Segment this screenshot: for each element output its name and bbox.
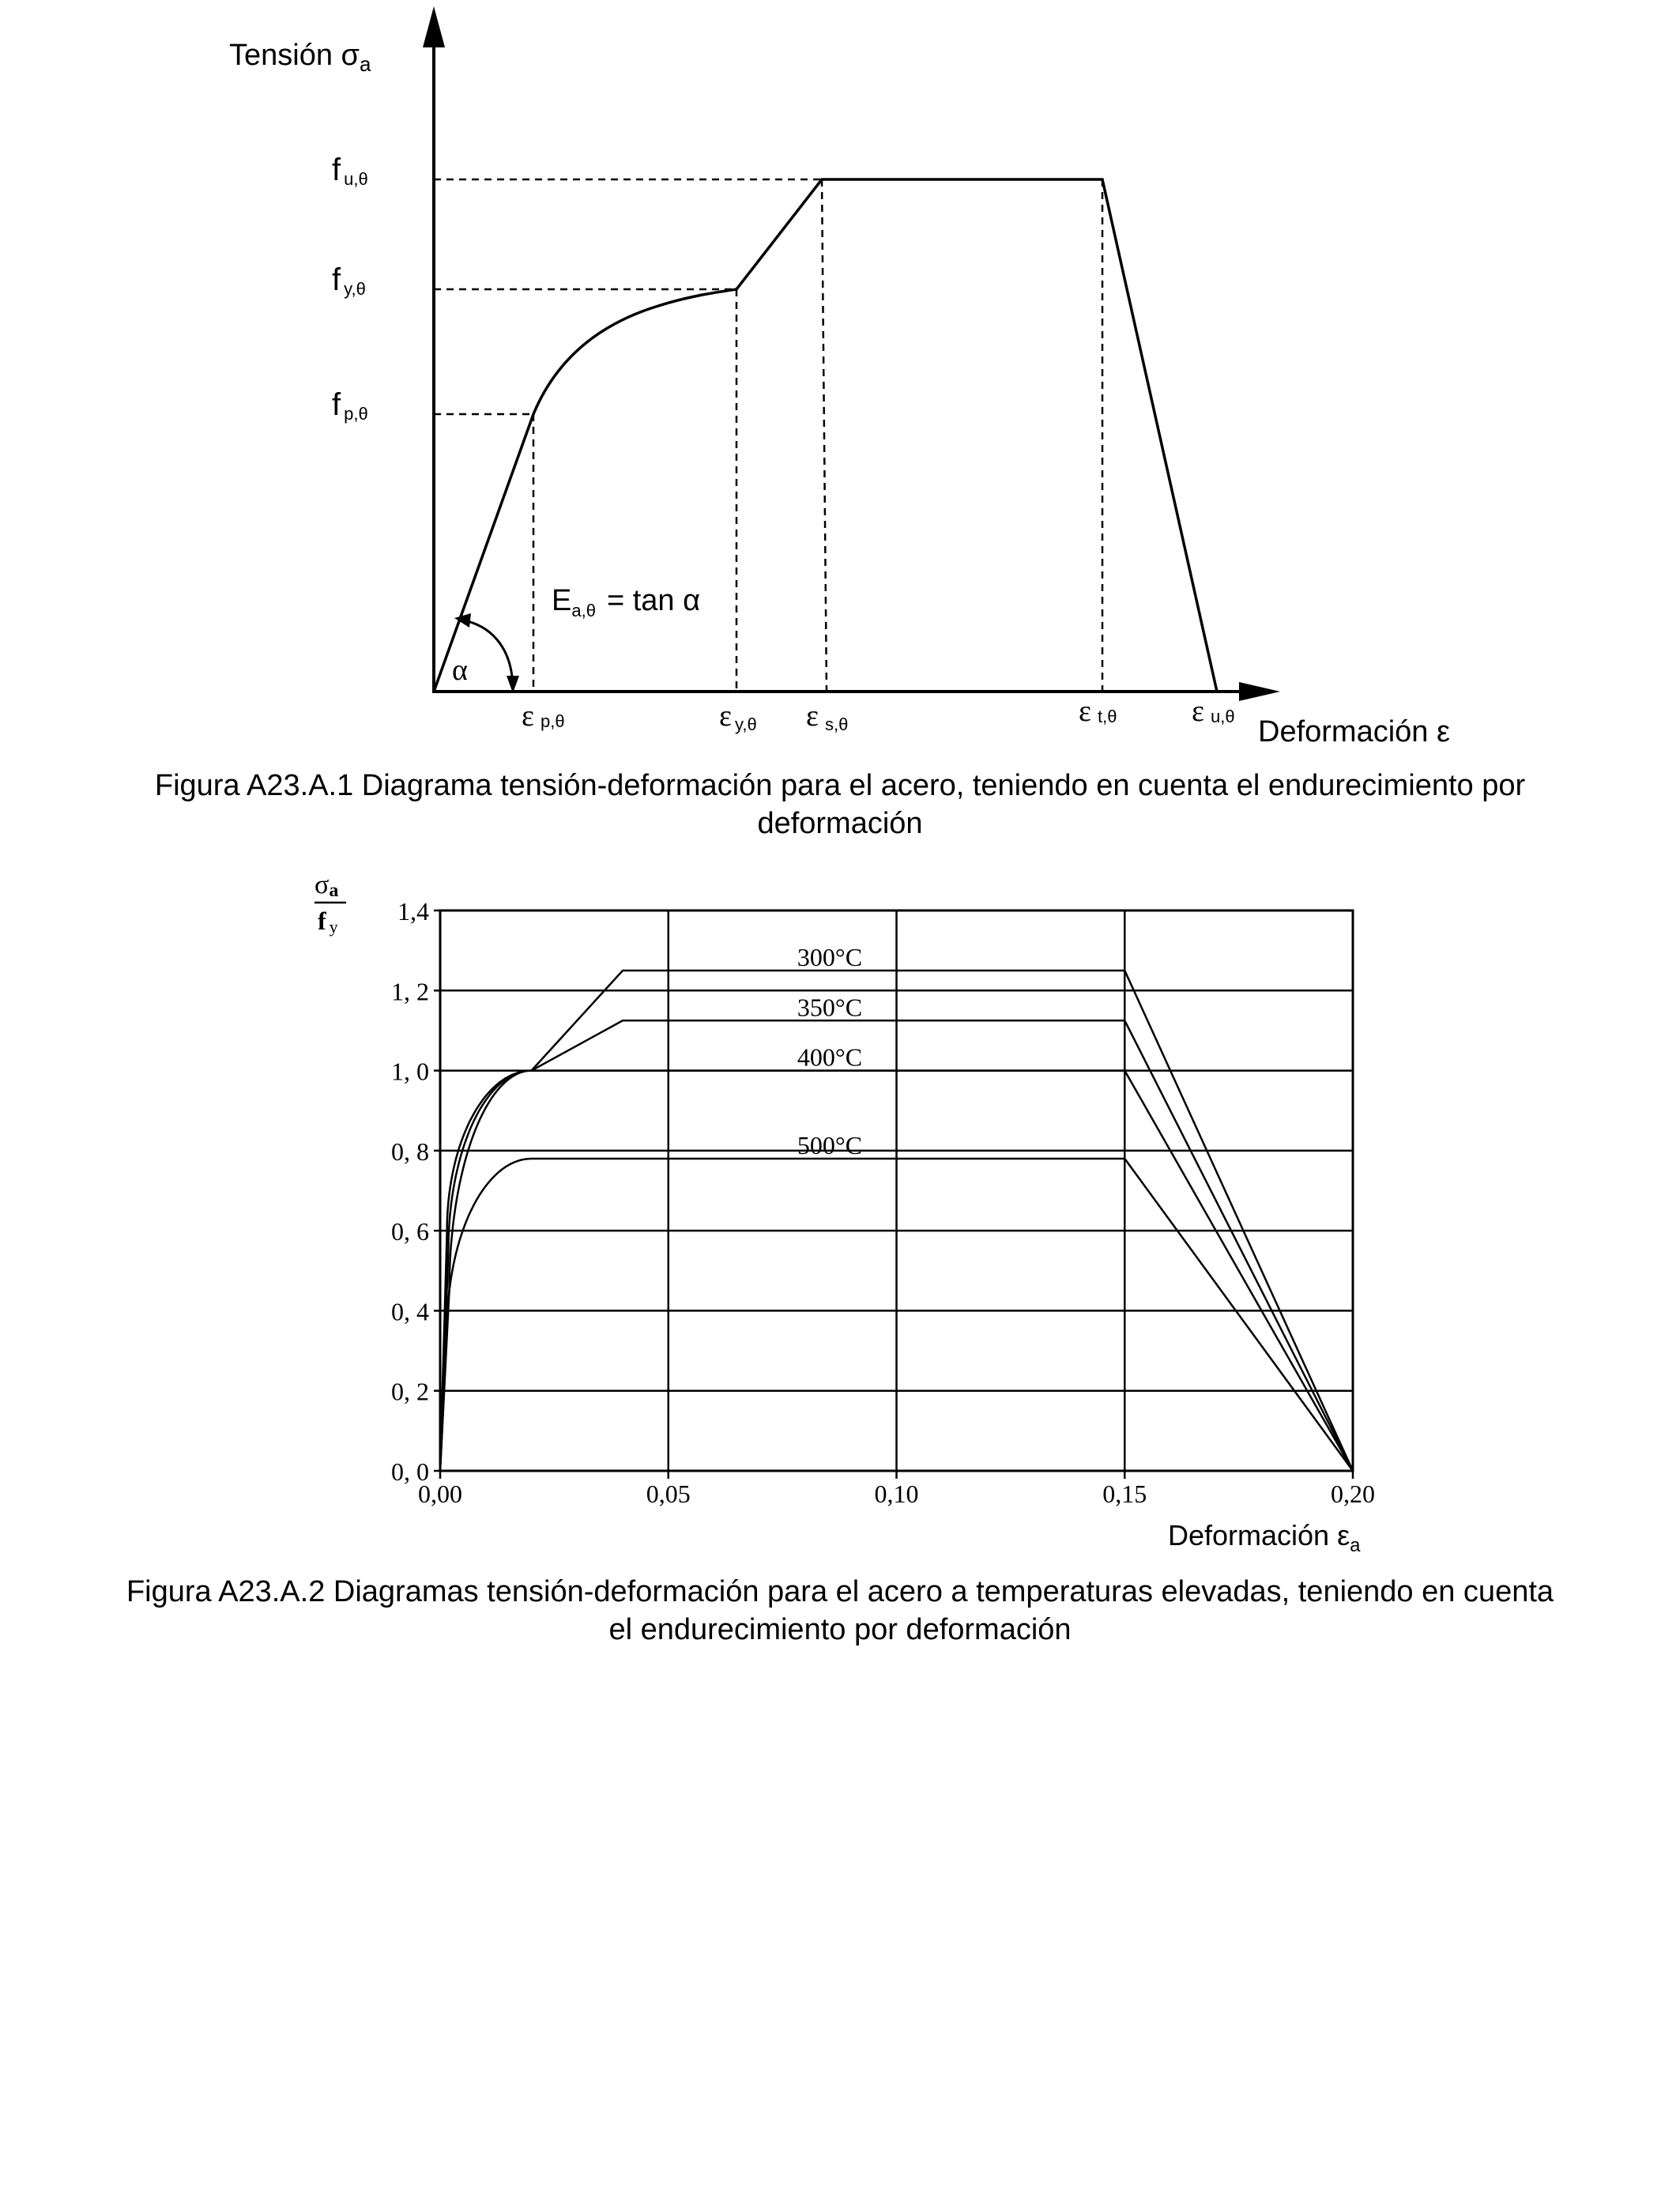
fig1-modulus-label: $E_{a,\theta} = \tan \alpha$ (552, 584, 701, 620)
fig2-series-line (440, 1159, 1353, 1471)
fig2-series-line (440, 971, 1353, 1471)
fig1-x-axis-label: Deformación ε (1258, 715, 1450, 748)
fig2-y-label-denominator: f y (318, 907, 338, 937)
fig2-grid (434, 910, 1353, 1479)
fig2-caption (0, 1573, 1680, 1649)
fig2-series-labels (797, 943, 862, 1159)
fig2-y-tick-label: 1, 0 (391, 1057, 429, 1086)
figure1-diagram (0, 0, 1680, 759)
fig2-y-tick-label: 0, 8 (391, 1137, 429, 1166)
fig2-x-axis-label: Deformación $\varepsilon_a$ (1168, 1519, 1361, 1556)
fig2-series-label: 300°C (797, 942, 863, 971)
fig2-y-tick-label: 0, 4 (391, 1297, 429, 1326)
fig1-label-fp: fp,θ (332, 387, 368, 424)
fig2-y-tick-label: 1, 2 (391, 977, 429, 1006)
fig2-series-label: 400°C (797, 1042, 863, 1072)
fig2-series-line (440, 1071, 1353, 1471)
fig2-caption-line1: Figura A23.A.2 Diagramas tensión-deformación para el acero a temperaturas elevadas, teniendo en cuenta (126, 1575, 1554, 1608)
fig1-caption-line2: deformación (757, 807, 923, 840)
fig2-y-tick-label: 0, 6 (391, 1217, 429, 1246)
fig1-label-fy: fy,θ (332, 262, 366, 299)
fig2-y-label-numerator: σa (315, 870, 339, 901)
fig2-x-tick-label: 0,20 (1331, 1480, 1375, 1508)
fig1-guide-es (822, 179, 827, 692)
fig2-x-tick-label: 0,00 (418, 1480, 462, 1508)
fig1-x-axis-arrow (1239, 682, 1280, 701)
fig2-y-tick-label: 1,4 (397, 897, 429, 925)
fig2-curves (440, 971, 1353, 1471)
fig1-caption-line1: Figura A23.A.1 Diagrama tensión-deformación para el acero, teniendo en cuenta el endurecimiento por (154, 769, 1526, 802)
fig1-label-ey: εy,θ (719, 699, 757, 734)
fig2-x-tick-label: 0,15 (1102, 1480, 1147, 1508)
fig2-series-line (440, 1020, 1353, 1471)
fig1-label-et: εt,θ (1079, 695, 1117, 728)
fig2-tick-labels (391, 897, 1375, 1508)
fig2-plot-frame (440, 910, 1353, 1471)
fig1-caption (0, 767, 1680, 843)
fig2-caption-line2: el endurecimiento por deformación (608, 1613, 1072, 1646)
fig1-y-axis-label: Tensión $\sigma_a$ (229, 39, 371, 76)
fig2-series-label: 500°C (797, 1130, 863, 1159)
fig1-label-eu: εu,θ (1192, 695, 1235, 728)
fig1-label-ep: εp,θ (522, 699, 565, 733)
fig2-y-tick-label: 0, 0 (391, 1457, 429, 1486)
fig1-label-fu: fu,θ (332, 153, 368, 189)
fig2-x-tick-label: 0,05 (646, 1480, 691, 1508)
fig2-x-tick-label: 0,10 (874, 1480, 919, 1508)
fig1-angle-arc (460, 620, 513, 688)
fig1-label-es: εs,θ (806, 699, 849, 734)
fig2-series-label: 350°C (797, 993, 863, 1022)
fig1-angle-label: α (452, 654, 468, 687)
fig2-y-tick-label: 0, 2 (391, 1377, 429, 1406)
fig1-y-axis-arrow (423, 6, 445, 47)
